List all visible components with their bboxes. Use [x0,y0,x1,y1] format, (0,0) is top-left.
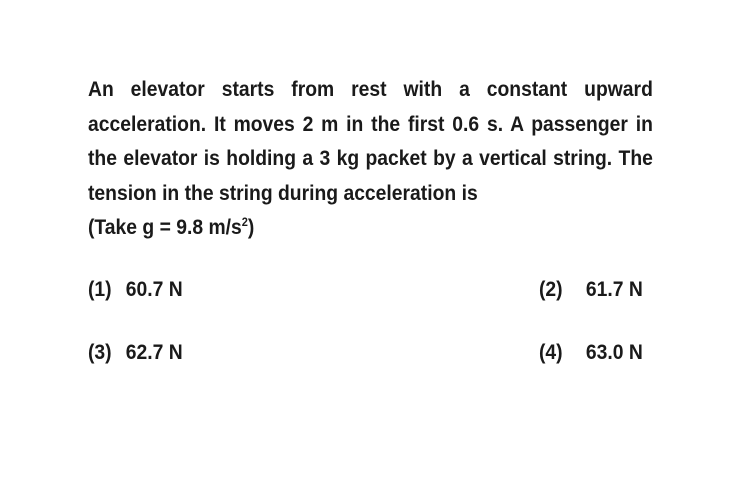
option-value: 62.7 N [125,341,183,364]
given-superscript: 2 [241,215,248,229]
given-suffix: ) [247,216,255,239]
option-1[interactable] [88,278,183,302]
option-value: 61.7 N [585,278,643,301]
option-value: 60.7 N [125,278,183,301]
option-4[interactable] [539,341,643,365]
option-value: 63.0 N [585,341,643,364]
given-prefix: (Take g = 9.8 m/s [88,216,242,239]
question-given [88,211,653,246]
option-number: (3) [88,341,112,364]
option-2[interactable] [539,278,643,302]
question-text [88,73,653,246]
option-number: (4) [539,341,563,364]
question-body: An elevator starts from rest with a constant upward acceleration. It moves 2 m in the first 0.6 s. A passenger in the elevator is holding a 3 kg packet by a vertical string. The tension in the string during acceleration is [88,78,653,205]
option-number: (2) [539,278,563,301]
option-3[interactable] [88,341,183,365]
option-number: (1) [88,278,112,301]
